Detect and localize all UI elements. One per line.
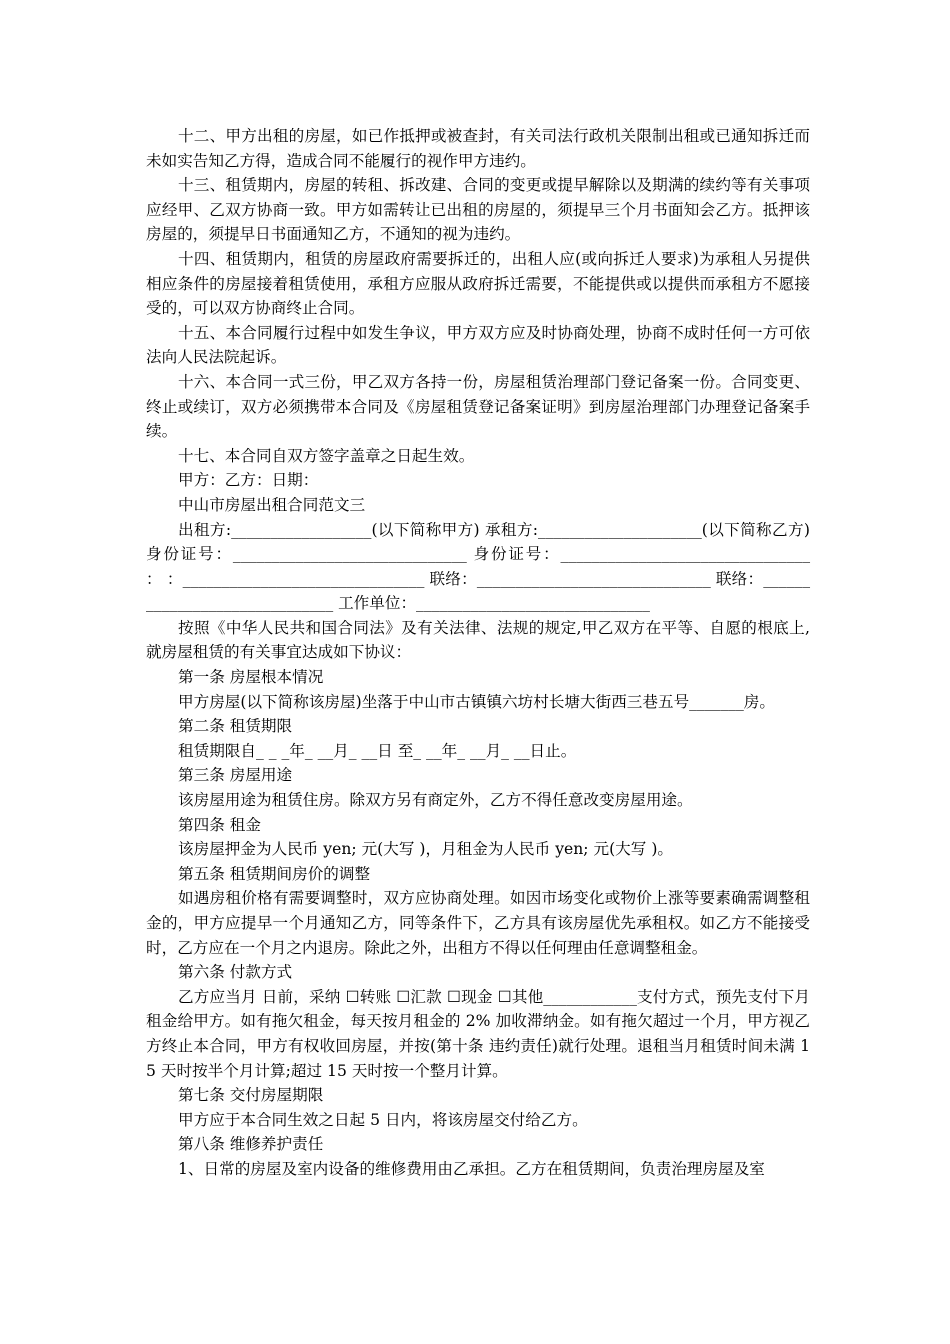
article-6-body: 乙方应当月 日前，采纳 ☐转账 ☐汇款 ☐现金 ☐其他____________支付方式，预先支付下月租金给甲方。如有拖欠租金，每天按月租金的 2% 加收滞纳金。如有拖欠超过一个月，甲方视乙方终止本合同，甲方有权收回房屋，并按(第十条 违约责任)就行处理。退租当月租赁时间未满 15 天时按半个月计算;超过 15 天时按一个整月计算。 bbox=[146, 987, 810, 1080]
article-2-heading: 第二条 租赁期限 bbox=[178, 717, 293, 736]
clause-15: 十五、本合同履行过程中如发生争议，甲方双方应及时协商处理，协商不成时任何一方可依法向人民法院起诉。 bbox=[146, 323, 810, 367]
article-8-body: 1、日常的房屋及室内设备的维修费用由乙承担。乙方在租赁期间，负责治理房屋及室 bbox=[178, 1159, 765, 1178]
article-7-body: 甲方应于本合同生效之日起 5 日内，将该房屋交付给乙方。 bbox=[178, 1110, 588, 1129]
document-page bbox=[146, 124, 810, 1182]
clause-13: 十三、租赁期内，房屋的转租、拆改建、合同的变更或提早解除以及期满的续约等有关事项应经甲、乙双方协商一致。甲方如需转让已出租的房屋的，须提早三个月书面知会乙方。抵押该房屋的，须提早日书面通知乙方，不通知的视为违约。 bbox=[146, 176, 810, 244]
preamble: 按照《中华人民共和国合同法》及有关法律、法规的规定,甲乙双方在平等、自愿的根底上,就房屋租赁的有关事宜达成如下协议： bbox=[146, 618, 810, 662]
parties-block: 出租方:__________________(以下简称甲方) 承租方:_____________________(以下简称乙方) 身份证号：______________________________ 身份证号：________________________________ ： ：_______________________________ 联络：______________________________ 联络：______________________________ 工作单位：______________________________ bbox=[146, 520, 810, 613]
signature-line: 甲方：乙方：日期： bbox=[178, 471, 319, 490]
clause-12: 十二、甲方出租的房屋，如已作抵押或被查封，有关司法行政机关限制出租或已通知拆迁而未如实告知乙方得，造成合同不能履行的视作甲方违约。 bbox=[146, 127, 810, 170]
article-7-heading: 第七条 交付房屋期限 bbox=[178, 1086, 324, 1105]
article-3-body: 该房屋用途为租赁住房。除双方另有商定外，乙方不得任意改变房屋用途。 bbox=[178, 791, 693, 810]
article-1-heading: 第一条 房屋根本情况 bbox=[178, 668, 324, 687]
section-title: 中山市房屋出租合同范文三 bbox=[178, 495, 366, 514]
article-2-body: 租赁期限自_ _ _年_ __月_ __日 至_ __年_ __月_ __日止。 bbox=[178, 741, 577, 760]
article-6-heading: 第六条 付款方式 bbox=[178, 963, 293, 982]
article-5-heading: 第五条 租赁期间房价的调整 bbox=[178, 864, 371, 883]
article-3-heading: 第三条 房屋用途 bbox=[178, 766, 293, 785]
article-4-heading: 第四条 租金 bbox=[178, 815, 261, 834]
clause-17: 十七、本合同自双方签字盖章之日起生效。 bbox=[178, 446, 475, 465]
clause-14: 十四、租赁期内，租赁的房屋政府需要拆迁的，出租人应(或向拆迁人要求)为承租人另提供相应条件的房屋接着租赁使用，承租方应服从政府拆迁需要，不能提供或以提供而承租方不愿接受的，可以双方协商终止合同。 bbox=[146, 249, 810, 318]
article-4-body: 该房屋押金为人民币 yen; 元(大写 )，月租金为人民币 yen; 元(大写 )。 bbox=[178, 840, 673, 859]
article-1-body: 甲方房屋(以下简称该房屋)坐落于中山市古镇镇六坊村长塘大街西三巷五号_______房。 bbox=[178, 692, 775, 711]
article-8-heading: 第八条 维修养护责任 bbox=[178, 1135, 324, 1154]
clause-16: 十六、本合同一式三份，甲乙双方各持一份，房屋租赁治理部门登记备案一份。合同变更、终止或续订，双方必须携带本合同及《房屋租赁登记备案证明》到房屋治理部门办理登记备案手续。 bbox=[146, 372, 810, 441]
article-5-body: 如遇房租价格有需要调整时，双方应协商处理。如因市场变化或物价上涨等要素确需调整租金的，甲方应提早一个月通知乙方，同等条件下，乙方具有该房屋优先承租权。如乙方不能接受时，乙方应在一个月之内退房。除此之外，出租方不得以任何理由任意调整租金。 bbox=[146, 889, 810, 957]
